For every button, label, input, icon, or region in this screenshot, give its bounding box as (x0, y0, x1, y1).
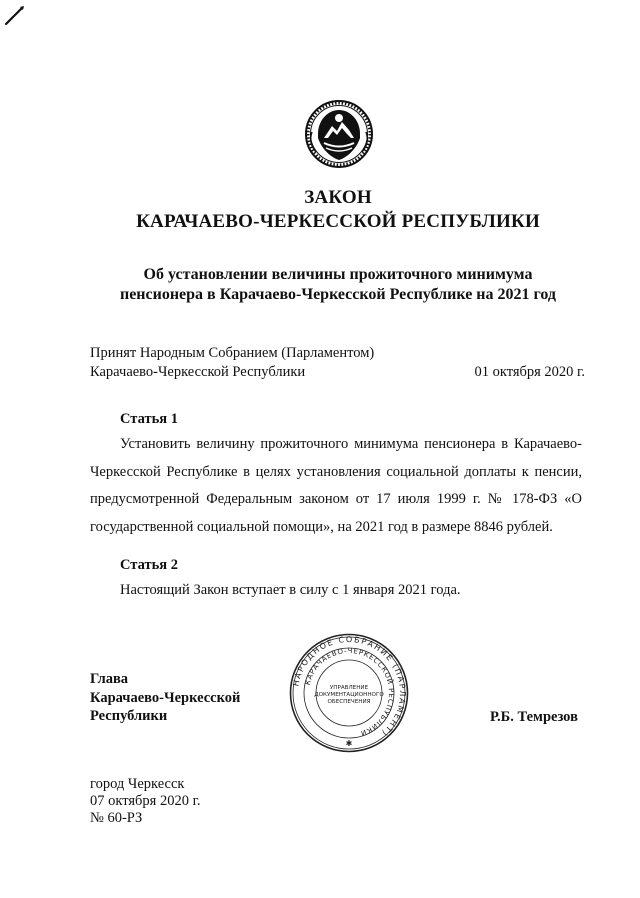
seal-star-icon: ✱ (345, 739, 353, 748)
article-1-heading: Статья 1 (120, 411, 178, 427)
signature-position-line1: Глава (90, 671, 129, 687)
article-2-body: Настоящий Закон вступает в силу с 1 января 2021 года. (120, 582, 461, 598)
article-2-heading: Статья 2 (120, 557, 178, 573)
adoption-line1: Принят Народным Собранием (Парламентом) (90, 345, 375, 361)
signature-position-line2: Карачаево-Черкесской (90, 689, 241, 706)
signature-position-line3: Республики (90, 708, 168, 724)
adoption-row2 (90, 363, 585, 382)
law-title-line1: ЗАКОН (304, 187, 372, 208)
law-subtitle-line1: Об установлении величины прожиточного минимума (143, 266, 533, 283)
seal-inner-text: КАРАЧАЕВО-ЧЕРКЕССКОЙ РЕСПУБЛИКИ (303, 646, 396, 738)
pen-stroke-icon (4, 4, 26, 26)
adoption-block (90, 344, 585, 382)
law-title-line2: КАРАЧАЕВО-ЧЕРКЕССКОЙ РЕСПУБЛИКИ (136, 211, 540, 232)
footer-number: № 60-РЗ (90, 810, 143, 826)
law-title (0, 186, 640, 234)
seal-center-line2: ДОКУМЕНТАЦИОННОГО (314, 692, 384, 698)
law-subtitle (0, 265, 640, 305)
seal-outer-text: НАРОДНОЕ СОБРАНИЕ (ПАРЛАМЕНТ) (291, 634, 408, 739)
footer-city: город Черкесск (90, 776, 185, 792)
law-subtitle-line2: пенсионера в Карачаево-Черкесской Республике на 2021 год (119, 286, 557, 303)
footer-info (90, 776, 201, 827)
footer-date: 07 октября 2020 г. (90, 793, 201, 809)
adoption-line2: Карачаево-Черкесской Республики (90, 364, 306, 380)
adoption-date: 01 октября 2020 г. (474, 364, 585, 380)
article-1-body: Установить величину прожиточного минимума пенсионера в Карачаево-Черкесской Республике в целях установления социальной доплаты к пенсии, предусмотренной Федеральным законом от 17 июля 1999 г. № 178-ФЗ «О государственной социальной помощи», на 2021 год в размере 8846 рублей. (90, 436, 582, 535)
seal-center-line3: ОБЕСПЕЧЕНИЯ (327, 699, 371, 705)
official-seal-stamp (288, 632, 410, 754)
coat-of-arms-icon (304, 98, 374, 170)
signature-position (90, 670, 240, 726)
seal-center-line1: УПРАВЛЕНИЕ (329, 685, 369, 691)
signer-name: Р.Б. Темрезов (490, 709, 578, 725)
